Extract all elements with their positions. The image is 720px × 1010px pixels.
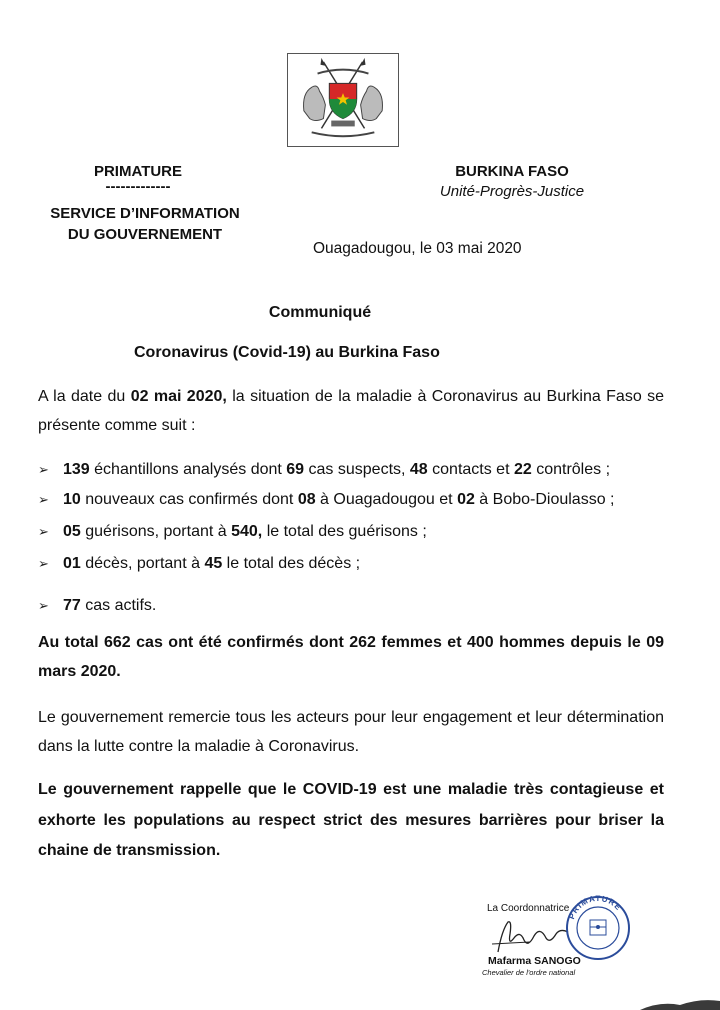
country-name: BURKINA FASO <box>455 163 569 180</box>
list-item: ➢ 139 échantillons analysés dont 69 cas suspects, 48 contacts et 22 contrôles ; <box>38 461 611 478</box>
coat-of-arms-icon <box>288 54 398 146</box>
signatory-role: La Coordonnatrice <box>487 903 570 914</box>
arrow-bullet-icon: ➢ <box>38 462 49 477</box>
service-line-2: DU GOUVERNEMENT <box>67 226 223 243</box>
reminder-text: Le gouvernement rappelle que le COVID-19 est une maladie très contagieuse et exhorte les populations au respect strict des mesures barrières pour briser la chaine de transmission. <box>38 781 664 859</box>
signatory-distinction: Chevalier de l'ordre national <box>482 968 576 977</box>
thanks-text: Le gouvernement remercie tous les acteurs pour leur engagement et leur détermination dans la lutte contre la maladie à Coronavirus. <box>38 709 664 755</box>
arrow-bullet-icon: ➢ <box>38 556 49 571</box>
intro-text-cont: la situation de la maladie à Coronavirus au Burkina Faso se présente comme suit : <box>38 388 664 434</box>
national-motto: Unité-Progrès-Justice <box>439 183 585 200</box>
official-stamp <box>563 892 633 964</box>
service-name <box>38 203 252 245</box>
stamp-text: PRIMATURE <box>567 893 624 921</box>
document-title: Communiqué <box>268 304 372 321</box>
total-paragraph <box>38 628 664 686</box>
image-corner-artifact <box>640 995 720 1010</box>
list-item: ➢ 77 cas actifs. <box>38 597 157 614</box>
arrow-bullet-icon: ➢ <box>38 524 49 539</box>
document-subtitle: Coronavirus (Covid-19) au Burkina Faso <box>134 344 440 361</box>
list-item: ➢ 05 guérisons, portant à 540, le total des guérisons ; <box>38 523 427 540</box>
header-left <box>40 163 236 194</box>
stamp-emblem-icon <box>590 920 606 935</box>
intro-date: 02 mai 2020, <box>130 388 227 405</box>
thanks-paragraph <box>38 703 664 761</box>
list-item: ➢ 10 nouveaux cas confirmés dont 08 à Ouagadougou et 02 à Bobo-Dioulasso ; <box>38 491 615 508</box>
separator: ------------- <box>105 178 171 195</box>
intro-paragraph <box>38 382 664 440</box>
signatory-name: Mafarma SANOGO <box>488 955 581 967</box>
arrow-bullet-icon: ➢ <box>38 598 49 613</box>
intro-text: A la date du <box>38 388 131 405</box>
document-date: Ouagadougou, le 03 mai 2020 <box>313 240 522 257</box>
coat-of-arms <box>287 53 399 147</box>
total-text: Au total 662 cas ont été confirmés dont 262 femmes et 400 hommes depuis le 09 mars 2020. <box>38 634 664 680</box>
service-line-1: SERVICE D’INFORMATION <box>50 205 240 222</box>
list-item: ➢ 01 décès, portant à 45 le total des décès ; <box>38 555 361 572</box>
reminder-paragraph <box>38 775 664 867</box>
header-right <box>432 163 592 200</box>
arrow-bullet-icon: ➢ <box>38 492 49 507</box>
org-name: PRIMATURE <box>93 163 183 180</box>
